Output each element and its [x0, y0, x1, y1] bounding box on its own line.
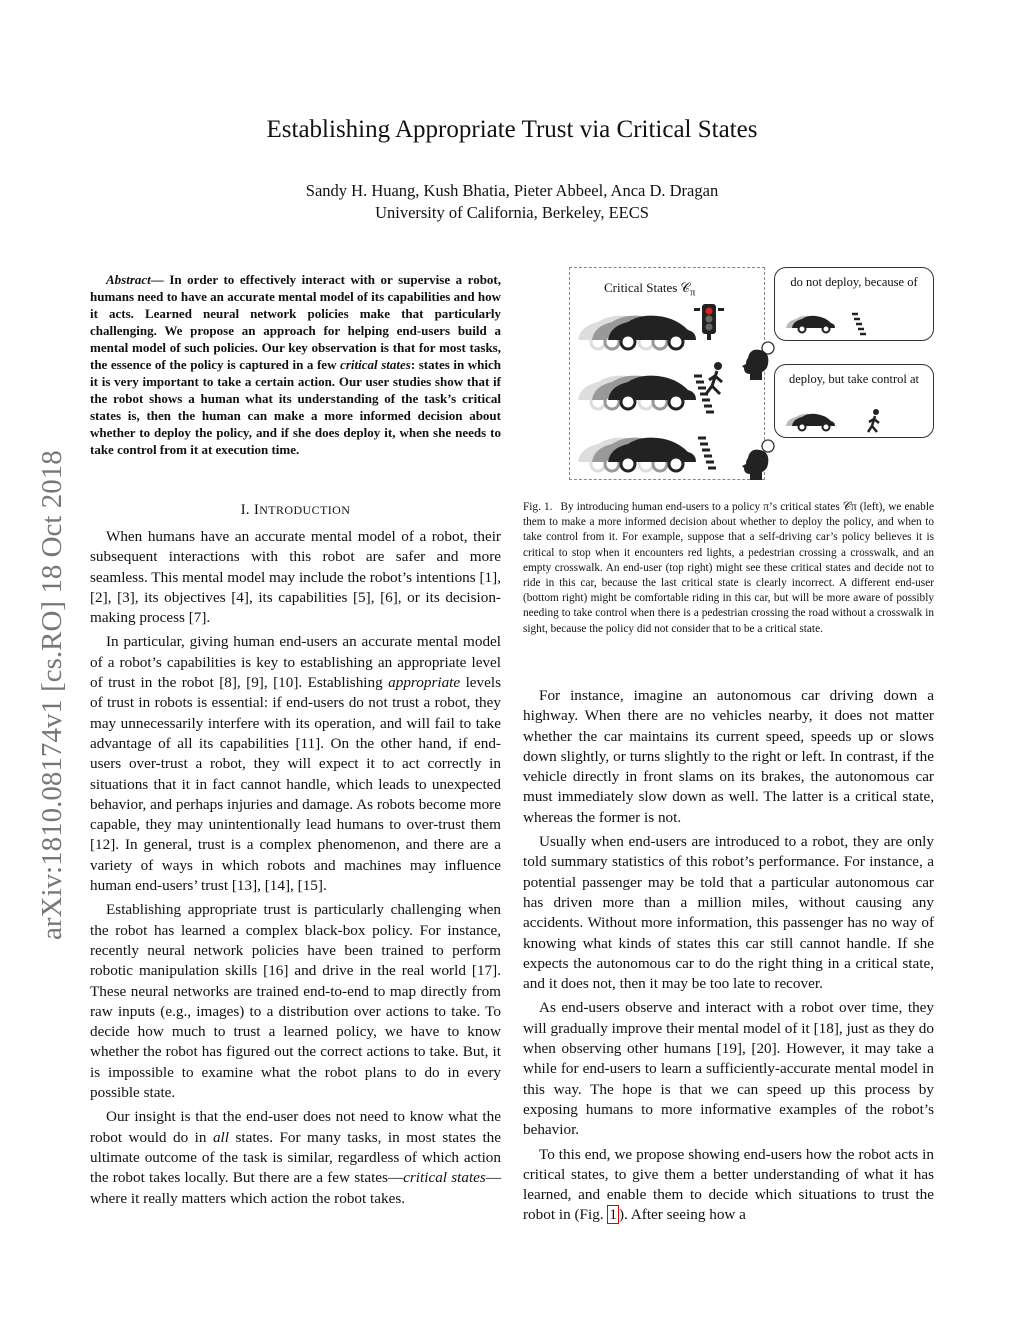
intro-p4-part-b: states. For many tasks, in most states the ultimate outcome of the task is similar, regardless of which action the robot takes locally. But there are a few states—: [90, 1128, 501, 1187]
intro-paragraph-1: When humans have an accurate mental model of a robot, their subsequent interactions with this robot are safer and more seamless. This mental model may include the robot’s intentions [1], [2], [3], its objectives [4], its capabilities [5], [6], or its decision-making process [7].: [90, 528, 501, 627]
figure-1-caption: [523, 500, 934, 637]
right-paragraph-4: [523, 1145, 934, 1226]
left-column-body: [90, 527, 501, 1213]
intro-p4-emphasis-2: critical states: [403, 1169, 486, 1187]
bubble-bottom-text: deploy, but take control at: [788, 372, 920, 386]
bubble-bottom-pedestrian-icon: [868, 409, 879, 432]
intro-paragraph-3: Establishing appropriate trust is particularly challenging when the robot has learned a complex black-box policy. For instance, recently neural network policies have been trained to perform robotic manipulation skills [16] and drive in the real world [17]. These neural networks are trained end-to-end to map directly from raw inputs (e.g., images) to a distribution over actions to take. To decide how much to trust a learned policy, we have to know whether the robot has figured out the correct actions to take. But, it is impossible to examine what the robot plans to do in every possible state.: [90, 901, 501, 1102]
end-user-head-bottom-icon: [742, 450, 768, 480]
section-heading-introduction: [90, 502, 501, 519]
end-user-illustration: [736, 302, 936, 492]
car-row-2: [578, 376, 696, 409]
abstract-paragraph: [90, 271, 501, 458]
traffic-light-icon: [694, 304, 724, 340]
figure-reference-link[interactable]: 1: [609, 1206, 617, 1224]
intro-p2-part-b: levels of trust in robots is essential: if end-users do not trust a robot, they may unnecessarily interfere with its operation, and will fail to take advantage of all its capabilities [11]. On the other hand, if end-users over-trust a robot, they will expect it to act correctly in situations that it in fact cannot handle, which leads to unexpected behavior, and perhaps injuries and damage. As robots become more capable, they may unintentionally lead humans to over-trust them [12]. In general, trust is a complex phenomenon, and there are a variety of ways in which robots and machines may influence human end-users’ trust [13], [14], [15].: [90, 674, 501, 895]
right-p4-part-a: To this end, we propose showing end-users how the robot acts in critical states, to give them a better understanding of what it has learned, and enable them to decide which situations to trust the robot in (Fig.: [523, 1145, 934, 1224]
author-block: [0, 180, 1024, 224]
abstract-text-2: : states in which it is very important to take a certain action. Our user studies show that if the robot shows a human what its understanding of the task’s critical states is, then the human can make a more informed decision about whether to deploy the policy, and if she does deploy it, when she needs to take control from it at execution time.: [90, 357, 502, 457]
bubble-bottom-car-icon: [786, 414, 835, 431]
right-paragraph-3: As end-users observe and interact with a robot over time, they will gradually improve their mental model of it [18], just as they do when observing other humans [19], [20]. However, it may take a while for end-users to learn a sufficiently-accurate mental model in this way. The hope is that we can speed up this process by exposing humans to more informative examples of the robot’s behavior.: [523, 999, 934, 1139]
intro-p4-emphasis: all: [212, 1128, 229, 1146]
section-rest: NTRODUCTION: [259, 503, 351, 517]
bubble-top-car-icon: [786, 316, 835, 333]
section-number: I.: [240, 502, 254, 518]
critical-states-subscript: π: [690, 286, 696, 299]
intro-paragraph-2: [90, 632, 501, 896]
arxiv-identifier: arXiv:1810.08174v1 [cs.RO] 18 Oct 2018: [36, 450, 68, 940]
intro-p4-part-a: Our insight is that the end-user does not need to know what the robot would do in: [90, 1108, 501, 1146]
critical-states-label-text: Critical States 𝒞: [604, 280, 691, 295]
affiliation: University of California, Berkeley, EECS: [375, 203, 649, 222]
car-row-1: [578, 316, 696, 349]
abstract: [90, 271, 501, 458]
abstract-emphasis: critical states: [340, 357, 411, 372]
right-column-body: [523, 686, 934, 1230]
thought-dot-3: [762, 440, 774, 452]
intro-p4-part-c: —where it really matters which action the robot takes.: [90, 1169, 501, 1207]
pedestrian-crosswalk-icon: [694, 362, 722, 412]
bubble-top-crosswalk-icon: [852, 314, 866, 334]
intro-p2-emphasis: appropriate: [388, 674, 461, 692]
right-p4-part-b: ). After seeing how a: [618, 1206, 746, 1224]
intro-p2-part-a: In particular, giving human end-users an accurate mental model of a robot’s capabilities is key to establishing an appropriate level of trust in the robot [8], [9], [10]. Establishing: [90, 633, 501, 692]
paper-title: Establishing Appropriate Trust via Critical States: [266, 116, 758, 143]
right-paragraph-1: For instance, imagine an autonomous car driving down a highway. When there are no vehicles nearby, it does not matter whether the car maintains its current speed, speeds up or slows down slightly, or turns slightly to the right or left. In contrast, if the vehicle directly in front slams on its brakes, the autonomous car must immediately slow down as well. The latter is a critical state, whereas the former is not.: [523, 687, 934, 826]
car-row-3: [578, 438, 696, 471]
right-paragraph-2: Usually when end-users are introduced to a robot, they are only told summary statistics of this robot’s performance. For instance, a potential passenger may be told that a particular autonomous car has driven more than a million miles, without causing any accidents. Without more information, this passenger has no way of knowing what kinds of states this car still cannot handle. If she expects the autonomous car to do the right thing in a critical state, and it does not, then it may be too late to recover.: [523, 833, 934, 993]
author-list: Sandy H. Huang, Kush Bhatia, Pieter Abbeel, Anca D. Dragan: [305, 181, 719, 200]
abstract-text-1: In order to effectively interact with or supervise a robot, humans need to have an accurate mental model of its capabilities and how it acts. Learned neural network policies make that particularly challenging. We propose an approach for helping end-users build a mental model of such policies. Our key observation is that for most tasks, the essence of the policy is captured in a few: [90, 272, 502, 372]
caption-label: Fig. 1.: [523, 501, 553, 513]
end-user-head-top-icon: [742, 350, 768, 380]
abstract-dash: —: [150, 272, 170, 287]
intro-paragraph-4: [90, 1107, 501, 1208]
bubble-top-text: do not deploy, because of: [790, 275, 918, 289]
section-initial: I: [253, 502, 260, 518]
caption-text: By introducing human end-users to a policy π’s critical states 𝒞π (left), we enable them to make a more informed decision about whether to deploy the policy, and when to take control from it. For example, suppose that a self-driving car’s policy believes it is critical to stop when it encounters red lights, a pedestrian crossing a crosswalk, and an empty crosswalk. An end-user (top right) might see these critical states and decide not to ride in this car, because the last critical state is clearly incorrect. A different end-user (bottom right) might be comfortable riding in this car, but will be more aware of possibly needing to take control when there is a pedestrian crossing the road without a crosswalk in sight, because the policy did not consider that to be a critical state.: [523, 501, 934, 635]
empty-crosswalk-icon: [698, 438, 716, 468]
abstract-label: Abstract: [106, 272, 151, 287]
figure-1: [566, 262, 938, 488]
